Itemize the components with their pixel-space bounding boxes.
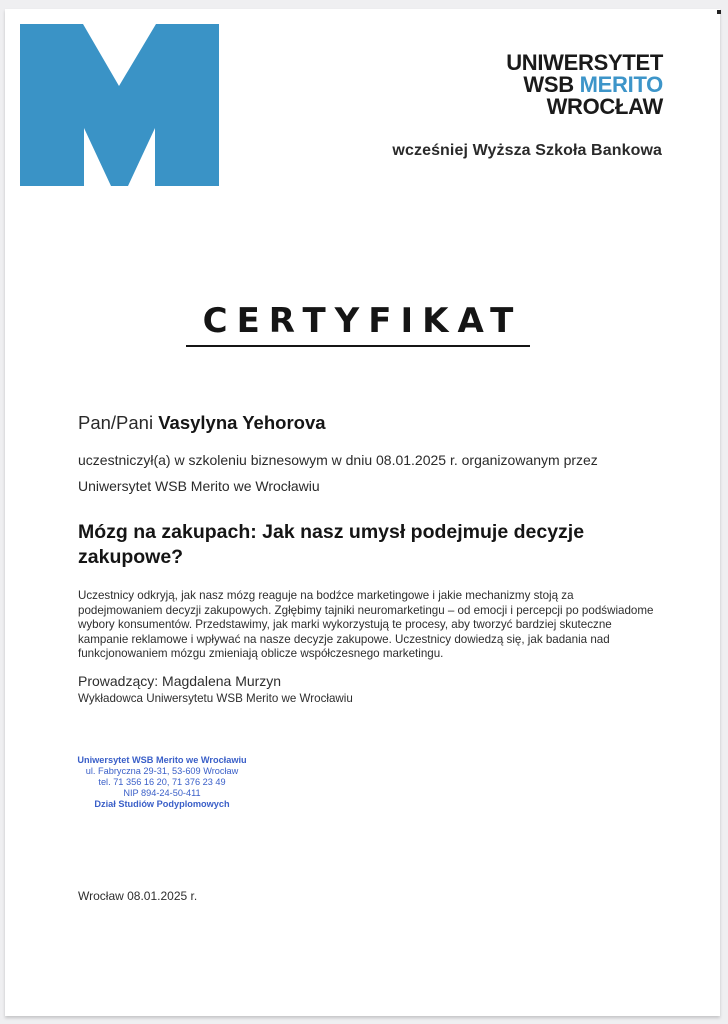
lecturer-role: Wykładowca Uniwersytetu WSB Merito we Wrocławiu [78, 692, 353, 705]
brand-wsb: WSB [523, 72, 574, 97]
scan-speck [717, 10, 721, 14]
participation-line: uczestniczył(a) w szkoleniu biznesowym w dniu 08.01.2025 r. organizowanym przez [78, 452, 598, 468]
brand-line-1: UNIWERSYTET [506, 50, 663, 75]
certificate-title-block [186, 301, 530, 347]
m-logo-icon [20, 24, 219, 186]
salutation-prefix: Pan/Pani [78, 412, 154, 433]
stamp-line-3: tel. 71 356 16 20, 71 376 23 49 [98, 777, 226, 787]
certificate-page [5, 9, 720, 1016]
course-title: Mózg na zakupach: Jak nasz umysł podejmuje decyzje zakupowe? [78, 521, 585, 568]
brand-line-2 [506, 74, 663, 96]
stamp-line-1: Uniwersytet WSB Merito we Wrocławiu [77, 755, 247, 765]
place-date: Wrocław 08.01.2025 r. [78, 889, 198, 903]
recipient-name: Vasylyna Yehorova [158, 412, 326, 433]
stamp-line-4: NIP 894-24-50-411 [123, 788, 201, 798]
stamp-line-2: ul. Fabryczna 29-31, 53-609 Wrocław [85, 766, 239, 776]
title-underline [186, 345, 530, 347]
organizer-line: Uniwersytet WSB Merito we Wrocławiu [78, 478, 320, 494]
brand-line-3: WROCŁAW [546, 94, 663, 119]
lecturer-name: Prowadzący: Magdalena Murzyn [78, 673, 282, 689]
course-description: Uczestnicy odkryją, jak nasz mózg reaguje na bodźce marketingowe i jakie mechanizmy stoją za podejmowaniem decyzji zakupowych. Zgłębimy tajniki neuromarketingu – od emocji i percepcji po podświadome wybory konsumentów. Przedstawimy, jak marki wykorzystują te procesy, aby tworzyć bardziej skuteczne kampanie reklamowe i wpływać na nasze decyzje zakupowe. Uczestnicy dowiedzą się, jak badania nad funkcjonowaniem mózgu zmieniają oblicze współczesnego marketingu. [78, 589, 654, 661]
stamp-line-5: Dział Studiów Podyplomowych [94, 799, 230, 809]
brand-merito: MERITO [579, 72, 663, 97]
recipient-line [78, 412, 326, 434]
formerly-name: wcześniej Wyższa Szkoła Bankowa [392, 142, 662, 159]
institution-stamp [77, 755, 247, 810]
certificate-title: CERTYFIKAT [202, 301, 523, 341]
university-wordmark [506, 52, 663, 118]
